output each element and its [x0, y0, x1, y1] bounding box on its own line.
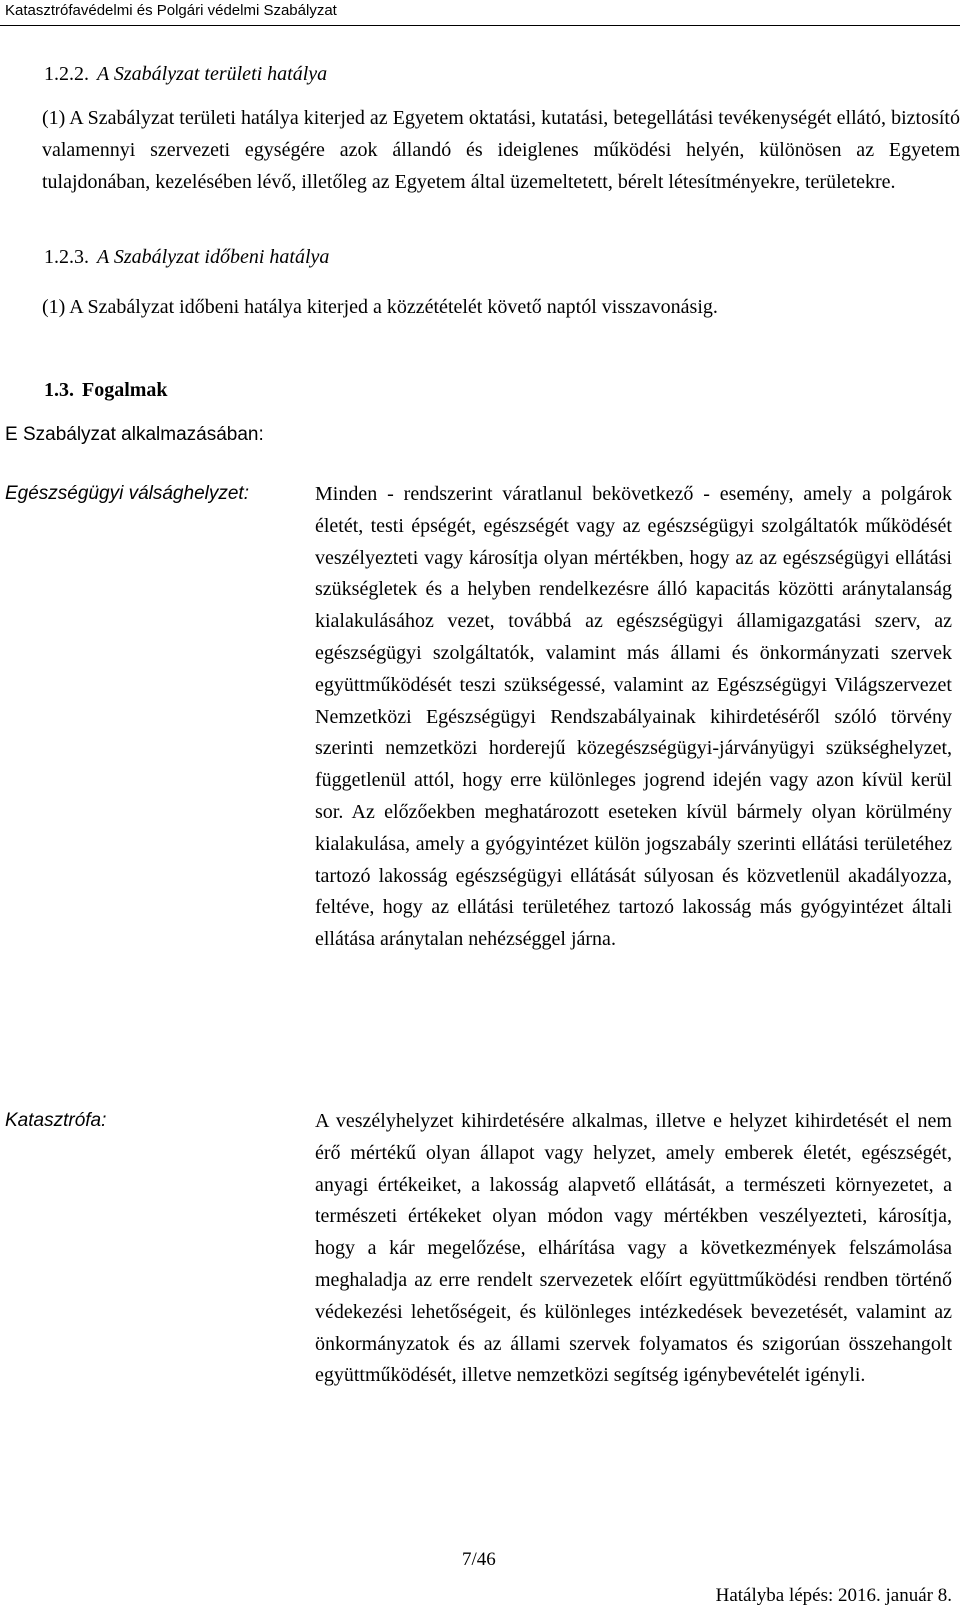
paragraph-temporal-scope: (1) A Szabályzat időbeni hatálya kiterjed a közzétételét követő naptól visszavonásig. [42, 296, 718, 318]
section-number: 1.3. [44, 379, 74, 401]
definition-term-disaster: Katasztrófa: [5, 1110, 107, 1131]
section-title: A Szabályzat időbeni hatálya [97, 246, 330, 268]
header-rule [0, 25, 960, 26]
section-number: 1.2.3. [44, 246, 89, 268]
section-heading-1-2-3 [44, 246, 329, 269]
section-title: Fogalmak [82, 379, 168, 401]
definition-text-health-crisis: Minden - rendszerint váratlanul bekövetkező - esemény, amely a polgárok életét, testi épségét, egészségét vagy az egészségügyi szolgáltatók működését veszélyezteti vagy károsítja olyan mértékben, hogy az az egészségügyi ellátási szükségletek és a helyben rendelkezésre álló kapacitás közötti aránytalanság kialakulásához vezet, továbbá az egészségügyi államigazgatási szerv, az egészségügyi szolgáltatók, valamint más állami és önkormányzati szervek együttműködését teszi szükségessé, valamint az Egészségügyi Világszervezet Nemzetközi Egészségügyi Rendszabályainak kihirdetéséről szóló törvény szerinti nemzetközi horderejű közegészségügyi-járványügyi szükséghelyzet, függetlenül attól, hogy erre különleges jogrend idején vagy azon kívül kerül sor. Az előzőekben meghatározott eseteken kívül bármely olyan körülmény kialakulása, amely a gyógyintézet külön jogszabály szerinti ellátási területéhez tartozó lakosság egészségügyi ellátását súlyosan és közvetlenül akadályozza, feltéve, hogy az ellátási területéhez tartozó lakosság más gyógyintézet általi ellátása aránytalan nehézséggel járna. [315, 483, 952, 951]
definition-text-disaster: A veszélyhelyzet kihirdetésére alkalmas, illetve e helyzet kihirdetését el nem érő mértékű olyan állapot vagy helyzet, amely emberek életét, egészségét, anyagi értékeiket, a lakosság alapvető ellátását, a természeti környezetet, a természeti értékeket olyan módon vagy mértékben veszélyezteti, károsítja, hogy a kár megelőzése, elhárítása vagy a következmények felszámolása meghaladja az erre rendelt szervezetek előírt együttműködési rendben történő védekezési lehetőségeit, és különleges intézkedések bevezetését, valamint az önkormányzatok és az állami szervek folyamatos és szigorúan összehangolt együttműködését, illetve nemzetközi segítség igénybevételét igényli. [315, 1110, 952, 1387]
paragraph-territorial-scope: (1) A Szabályzat területi hatálya kiterjed az Egyetem oktatási, kutatási, betegellátási tevékenységét ellátó, biztosító valamennyi szervezeti egységére azok állandó és ideiglenes működési helyén, különösen az Egyetem tulajdonában, kezelésében lévő, illetőleg az Egyetem által üzemeltetett, bérelt létesítményekre, területekre. [42, 107, 960, 193]
running-header: Katasztrófavédelmi és Polgári védelmi Szabályzat [5, 2, 337, 19]
section-number: 1.2.2. [44, 63, 89, 85]
section-heading-1-2-2 [44, 63, 327, 86]
definition-term-health-crisis: Egészségügyi válsághelyzet: [5, 483, 249, 504]
effective-date: Hatályba lépés: 2016. január 8. [715, 1585, 952, 1606]
page-number: 7/46 [462, 1549, 496, 1570]
section-title: A Szabályzat területi hatálya [97, 63, 328, 85]
definitions-intro: E Szabályzat alkalmazásában: [5, 424, 264, 445]
section-heading-1-3 [44, 379, 168, 402]
